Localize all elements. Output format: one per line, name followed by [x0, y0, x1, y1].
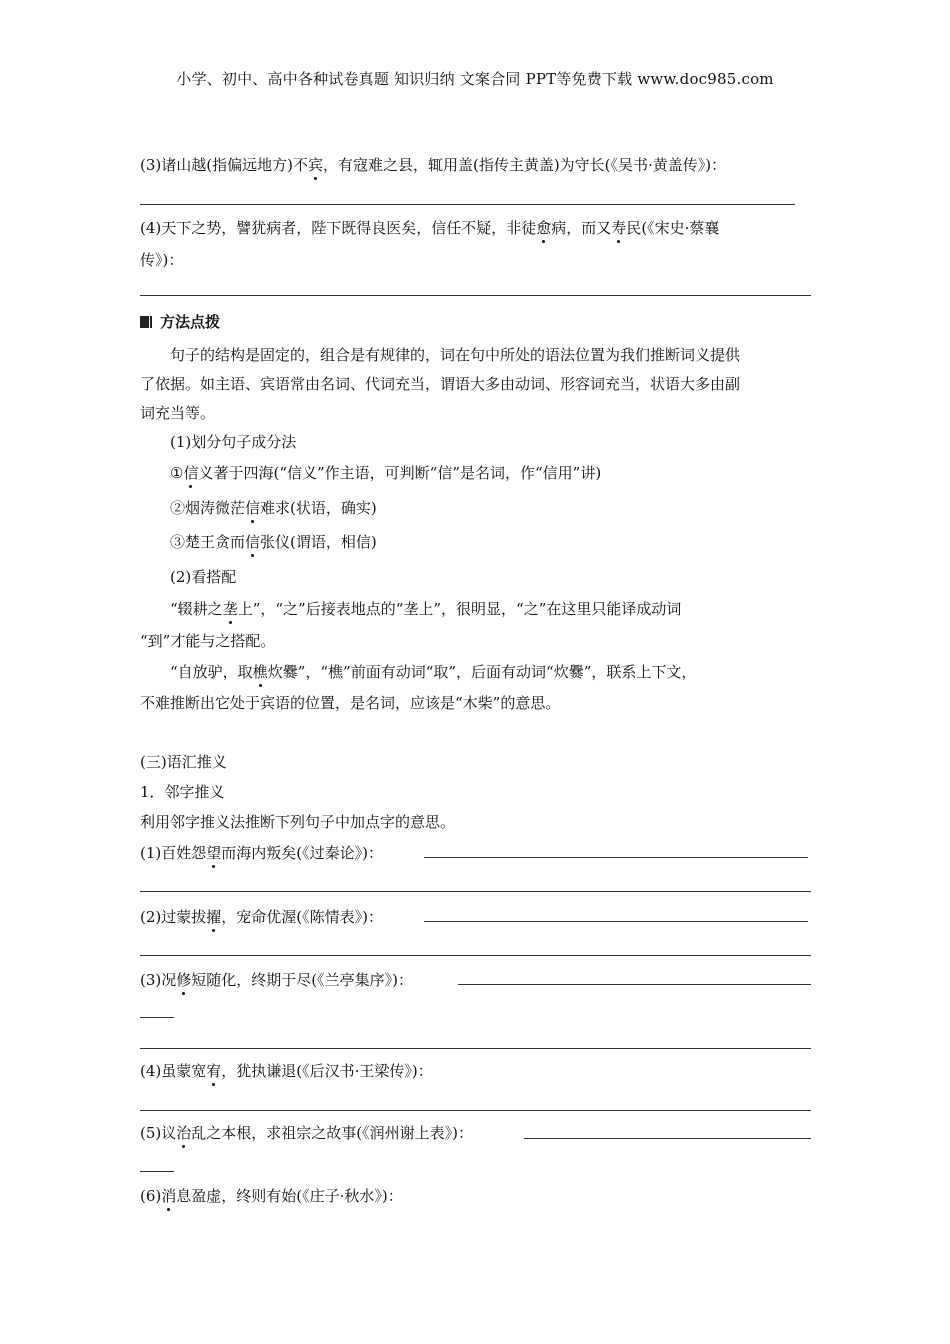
item-3-pre: (3)况: [140, 971, 177, 989]
page-header: 小学、初中、高中各种试卷真题 知识归纳 文案合同 PPT等免费下载 www.doc985.com: [176, 70, 774, 88]
question-4-line1: [140, 217, 719, 238]
answer-line[interactable]: [424, 921, 808, 922]
item-6: [140, 1185, 403, 1206]
answer-line[interactable]: [140, 1171, 174, 1172]
item-2-pre: (2)过蒙拔: [140, 908, 207, 926]
answer-line[interactable]: [140, 1110, 811, 1111]
example-3: [170, 531, 377, 552]
dotted-char: 宾: [307, 156, 323, 174]
dotted-char: 擢: [206, 908, 222, 926]
method-intro-1: 句子的结构是固定的，组合是有规律的，词在句中所处的语法位置为我们推断词义提供: [170, 346, 741, 364]
example-5-post: 炊爨”，“樵”前面有动词“取”，后面有动词“炊爨”，联系上下文，: [267, 663, 697, 681]
example-2-pre: ②烟涛微茫: [170, 499, 246, 517]
dotted-char: 宥: [206, 1062, 222, 1080]
question-4-post: 民(《宋史·蔡襄: [626, 219, 720, 237]
item-4-post: ，犹执谦退(《后汉书·王梁传》)：: [221, 1062, 433, 1080]
method-sub-2: (2)看搭配: [170, 568, 237, 586]
method-intro-3: 词充当等。: [140, 404, 216, 422]
answer-line[interactable]: [140, 1017, 174, 1018]
section-3-subtitle: 1．邻字推义: [140, 783, 225, 801]
example-4-pre: “辍耕之: [170, 600, 223, 618]
dotted-char: 愈: [536, 219, 552, 237]
answer-line[interactable]: [140, 955, 811, 956]
item-6-post: 息盈虚，终则有始(《庄子·秋水》)：: [176, 1187, 403, 1205]
example-1: [170, 462, 601, 483]
answer-line[interactable]: [524, 1138, 811, 1139]
example-2-post: 难求(状语，确实): [260, 499, 377, 517]
dotted-char: 修: [176, 971, 192, 989]
dotted-char: 治: [176, 1124, 192, 1142]
example-3-pre: ③楚王贪而: [170, 533, 246, 551]
question-4-line2: 传》)：: [140, 251, 184, 269]
method-sub-1: (1)划分句子成分法: [170, 433, 297, 451]
question-3-post: ，有寇难之县，辄用盖(指传主黄盖)为守长(《吴书·黄盖传》)：: [322, 156, 727, 174]
answer-line[interactable]: [140, 1048, 811, 1049]
example-3-post: 张仪(谓语，相信): [260, 533, 377, 551]
question-3: [140, 154, 726, 175]
item-1-post: 而海内叛矣(《过秦论》)：: [221, 844, 383, 862]
method-heading: [140, 311, 220, 332]
item-4: [140, 1060, 433, 1081]
dotted-char: 消: [161, 1187, 177, 1205]
item-3-post: 短随化，终期于尽(《兰亭集序》)：: [191, 971, 413, 989]
example-5-line1: [170, 661, 696, 682]
answer-line[interactable]: [140, 295, 811, 296]
example-1-pre: ①: [170, 464, 184, 482]
question-4-mid: 病，而又: [551, 219, 612, 237]
dotted-char: 信: [183, 464, 199, 482]
question-3-pre: (3)诸山越(指偏远地方)不: [140, 156, 308, 174]
answer-line[interactable]: [458, 984, 811, 985]
dotted-char: 信: [245, 499, 261, 517]
example-2: [170, 497, 377, 518]
dotted-char: 望: [206, 844, 222, 862]
dotted-char: 寿: [611, 219, 627, 237]
example-5-pre: “自放驴，取: [170, 663, 253, 681]
section-marker-icon: [140, 314, 154, 326]
example-4-line1: [170, 598, 681, 619]
example-5-line2: 不难推断出它处于宾语的位置，是名词，应该是“木柴”的意思。: [140, 694, 561, 712]
section-3-title: (三)语汇推义: [140, 753, 227, 771]
example-4-post: 上”，“之”后接表地点的“垄上”，很明显，“之”在这里只能译成动词: [237, 600, 682, 618]
item-3: [140, 969, 413, 990]
answer-line[interactable]: [140, 204, 795, 205]
section-3-instruction: 利用邻字推义法推断下列句子中加点字的意思。: [140, 813, 456, 831]
dotted-char: 樵: [252, 663, 268, 681]
answer-line[interactable]: [140, 891, 811, 892]
method-title: 方法点拨: [160, 313, 221, 331]
item-2: [140, 906, 383, 927]
method-intro-2: 了依据。如主语、宾语常由名词、代词充当，谓语大多由动词、形容词充当，状语大多由副: [140, 375, 741, 393]
example-1-post: 义著于四海(“信义”作主语，可判断“信”是名词，作“信用”讲): [198, 464, 602, 482]
item-1-pre: (1)百姓怨: [140, 844, 207, 862]
item-5-post: 乱之本根，求祖宗之故事(《润州谢上表》)：: [191, 1124, 473, 1142]
dotted-char: 垄: [222, 600, 238, 618]
example-4-line2: “到”才能与之搭配。: [140, 632, 276, 650]
dotted-char: 信: [245, 533, 261, 551]
item-4-pre: (4)虽蒙宽: [140, 1062, 207, 1080]
item-5-pre: (5)议: [140, 1124, 177, 1142]
question-4-pre: (4)天下之势，譬犹病者，陛下既得良医矣，信任不疑，非徒: [140, 219, 537, 237]
item-5: [140, 1122, 473, 1143]
item-6-pre: (6): [140, 1187, 162, 1205]
item-2-post: ，宠命优渥(《陈情表》)：: [221, 908, 383, 926]
item-1: [140, 842, 383, 863]
answer-line[interactable]: [424, 857, 808, 858]
